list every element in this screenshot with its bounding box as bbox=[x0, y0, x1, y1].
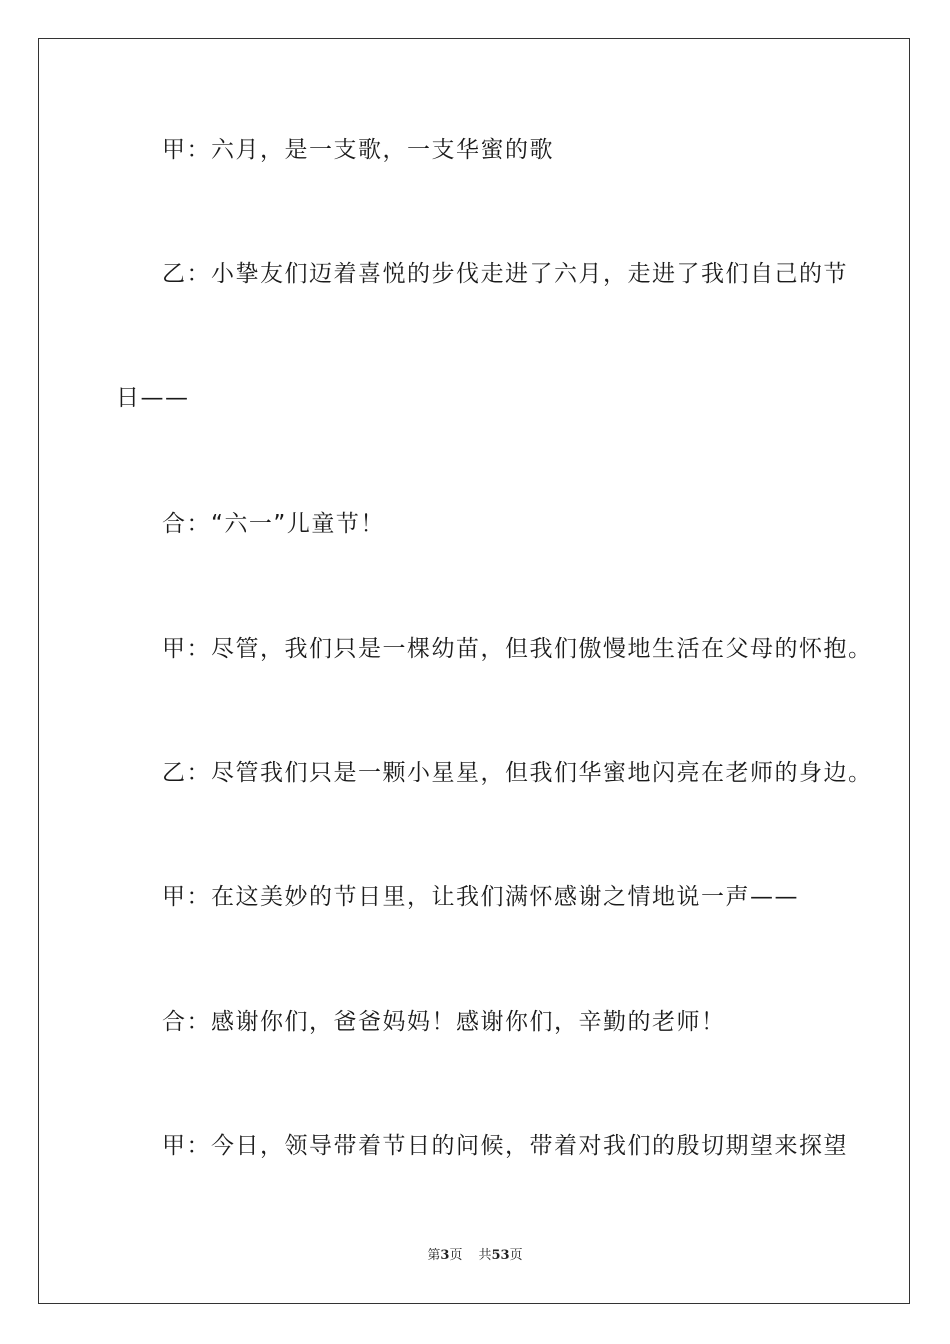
dialogue-line-3: 合：“六一”儿童节！ bbox=[162, 511, 385, 537]
dialogue-line-5: 乙：尽管我们只是一颗小星星，但我们华蜜地闪亮在老师的身边。 bbox=[162, 760, 873, 786]
page-number-current: 3 bbox=[440, 1248, 450, 1263]
page-border bbox=[38, 38, 910, 1304]
dialogue-line-2: 乙：小挚友们迈着喜悦的步伐走进了六月，走进了我们自己的节 bbox=[162, 261, 848, 287]
dialogue-line-7: 合：感谢你们，爸爸妈妈！感谢你们，辛勤的老师！ bbox=[162, 1009, 726, 1035]
page-total-prefix: 共 bbox=[478, 1248, 492, 1263]
dialogue-line-1: 甲：六月，是一支歌，一支华蜜的歌 bbox=[162, 137, 554, 163]
dialogue-line-8: 甲：今日，领导带着节日的问候，带着对我们的殷切期望来探望 bbox=[162, 1133, 848, 1159]
dialogue-line-4: 甲：尽管，我们只是一棵幼苗，但我们傲慢地生活在父母的怀抱。 bbox=[162, 636, 873, 662]
page-total-suffix: 页 bbox=[509, 1248, 523, 1263]
page-number-prefix: 第 bbox=[427, 1248, 441, 1263]
page-footer bbox=[0, 1247, 950, 1265]
dialogue-line-2-continued: 日—— bbox=[116, 385, 190, 411]
dialogue-line-6: 甲：在这美妙的节日里，让我们满怀感谢之情地说一声—— bbox=[162, 884, 799, 910]
page-number-suffix: 页 bbox=[449, 1248, 463, 1263]
page-total-count: 53 bbox=[491, 1248, 510, 1263]
